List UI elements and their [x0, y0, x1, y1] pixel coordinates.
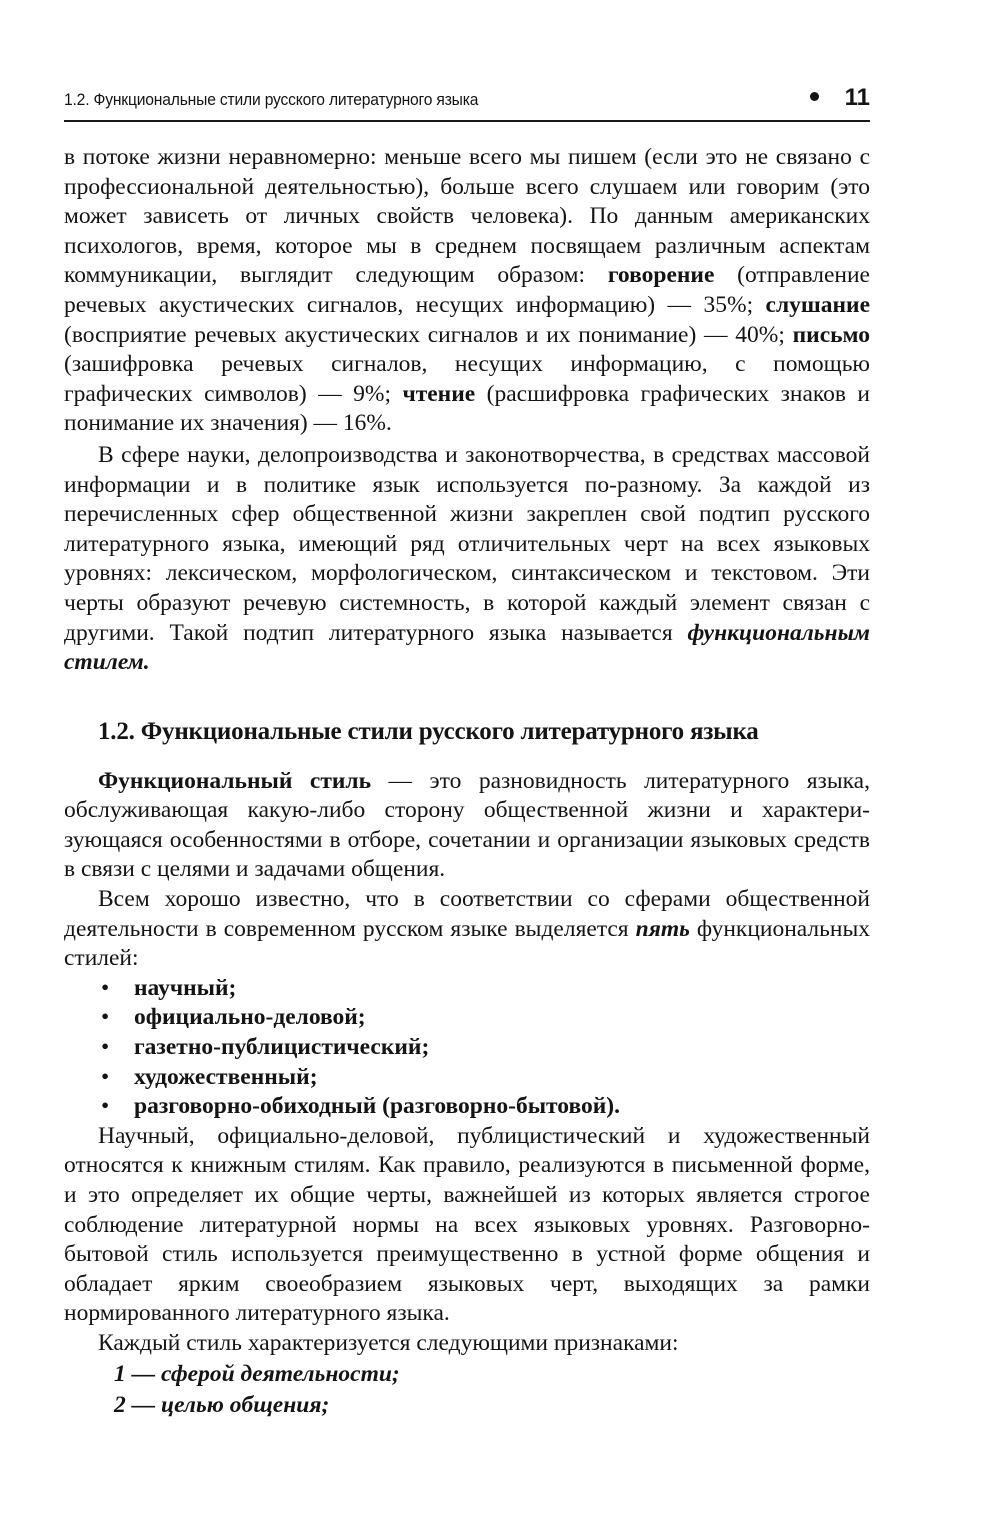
list-item	[64, 1033, 870, 1063]
list-item	[64, 974, 870, 1004]
term-five: пять	[635, 915, 690, 942]
paragraph-style-signs-intro	[64, 1329, 870, 1359]
term-speaking: говорение	[607, 262, 715, 289]
list-item	[64, 1063, 870, 1093]
style-sign-item: 1 — сферой деятельности;	[114, 1360, 400, 1387]
text-run: Всем хорошо известно, что в соответствии со сферами общественной деятельности в современном русском языке выделяется	[64, 886, 870, 942]
bullet-icon: •	[101, 974, 110, 1001]
page-body	[64, 143, 870, 1421]
term-listening: слушание	[765, 291, 870, 318]
text-run: — это разновидность литературного языка, обслуживающая какую-либо сторону общественной жизни и характеризующаяся особенностями в отборе, сочетании и организации языковых средств в связи с целями и задачами общения.	[64, 767, 870, 883]
bullet-icon: •	[101, 1034, 110, 1061]
list-item	[64, 1003, 870, 1033]
text-run: (расшифровка графических знаков и понимание их значения) — 16%.	[64, 380, 870, 437]
text-run: Научный, официально-деловой, публицистический и художественный относятся к книжным стилям. Как правило, реализуются в письменной форме, и это определяет их общие черты, важнейшей из которых является строгое соблюдение литературной нормы на всех языковых уровнях. Разговорно-бытовой стиль используется преимущественно в устной форме общения и обладает ярким своеобразием языковых черт, выходящих за рамки нормированного литературного языка.	[64, 1122, 870, 1327]
text-run: (зашифровка речевых сигналов, несущих информацию, с помощью графических символов) — 9%;	[64, 351, 870, 407]
paragraph-book-styles	[64, 1122, 870, 1329]
term-writing: письмо	[792, 321, 870, 348]
text-run: в потоке жизни неравномерно: меньше всего мы пишем (если это не связано с профессиональной деятельностью), больше всего слушаем или говорим (это может зависеть от личных свойств человека). По данным американских психологов, время, которое мы в среднем посвящаем различным аспектам коммуникации, выглядит следующим образом:	[64, 144, 870, 289]
bullet-icon: •	[101, 1004, 110, 1031]
page-number: 11	[844, 84, 870, 111]
section-heading: 1.2. Функциональные стили русского литературного языка	[98, 717, 759, 745]
running-title: 1.2. Функциональные стили русского литературного языка	[64, 90, 479, 109]
paragraph-definition	[64, 767, 870, 885]
list-item-label: научный;	[134, 974, 237, 1001]
list-item-label: официально-деловой;	[134, 1004, 366, 1031]
styles-list	[64, 974, 870, 1122]
paragraph-communication-stats	[64, 143, 870, 439]
style-sign-item: 2 — целью общения;	[114, 1391, 330, 1418]
bullet-dot-icon	[810, 92, 819, 101]
running-header	[64, 84, 870, 122]
list-item	[64, 1092, 870, 1122]
list-item-label: газетно-публицистический;	[134, 1034, 430, 1061]
list-item-label: разговорно-обиходный (разговорно-бытовой).	[134, 1093, 620, 1120]
text-run: Каждый стиль характеризуется следующими признаками:	[98, 1329, 679, 1356]
text-run: (отправление речевых акустических сигналов, несущих информацию) — 35%;	[64, 262, 870, 318]
text-run: (восприятие речевых акустических сигналов и их понимание) — 40%;	[64, 321, 793, 348]
page-marker	[810, 84, 870, 112]
bullet-icon: •	[101, 1093, 110, 1120]
term-functional-style-definition: Функциональный стиль	[98, 767, 372, 794]
text-run: В сфере науки, делопроизводства и законотворчества, в средствах массовой информации и в политике язык используется по-разному. За каждой из перечисленных сфер общественной жизни закреплен свой подтип русского литературного языка, имеющий ряд отличительных черт на всех языковых уровнях: лексическом, морфологическом, синтаксическом и текстовом. Эти черты образуют речевую системность, в которой каждый элемент связан с другими. Такой подтип литературного языка называется	[64, 441, 870, 646]
term-functional-style: функциональным стилем.	[64, 619, 870, 676]
paragraph-language-subtypes	[64, 441, 870, 678]
text-run: функциональных стилей:	[64, 915, 870, 972]
paragraph-five-styles	[64, 885, 870, 974]
term-reading: чтение	[402, 380, 476, 407]
bullet-icon: •	[101, 1063, 110, 1090]
list-item-label: художественный;	[134, 1063, 318, 1090]
